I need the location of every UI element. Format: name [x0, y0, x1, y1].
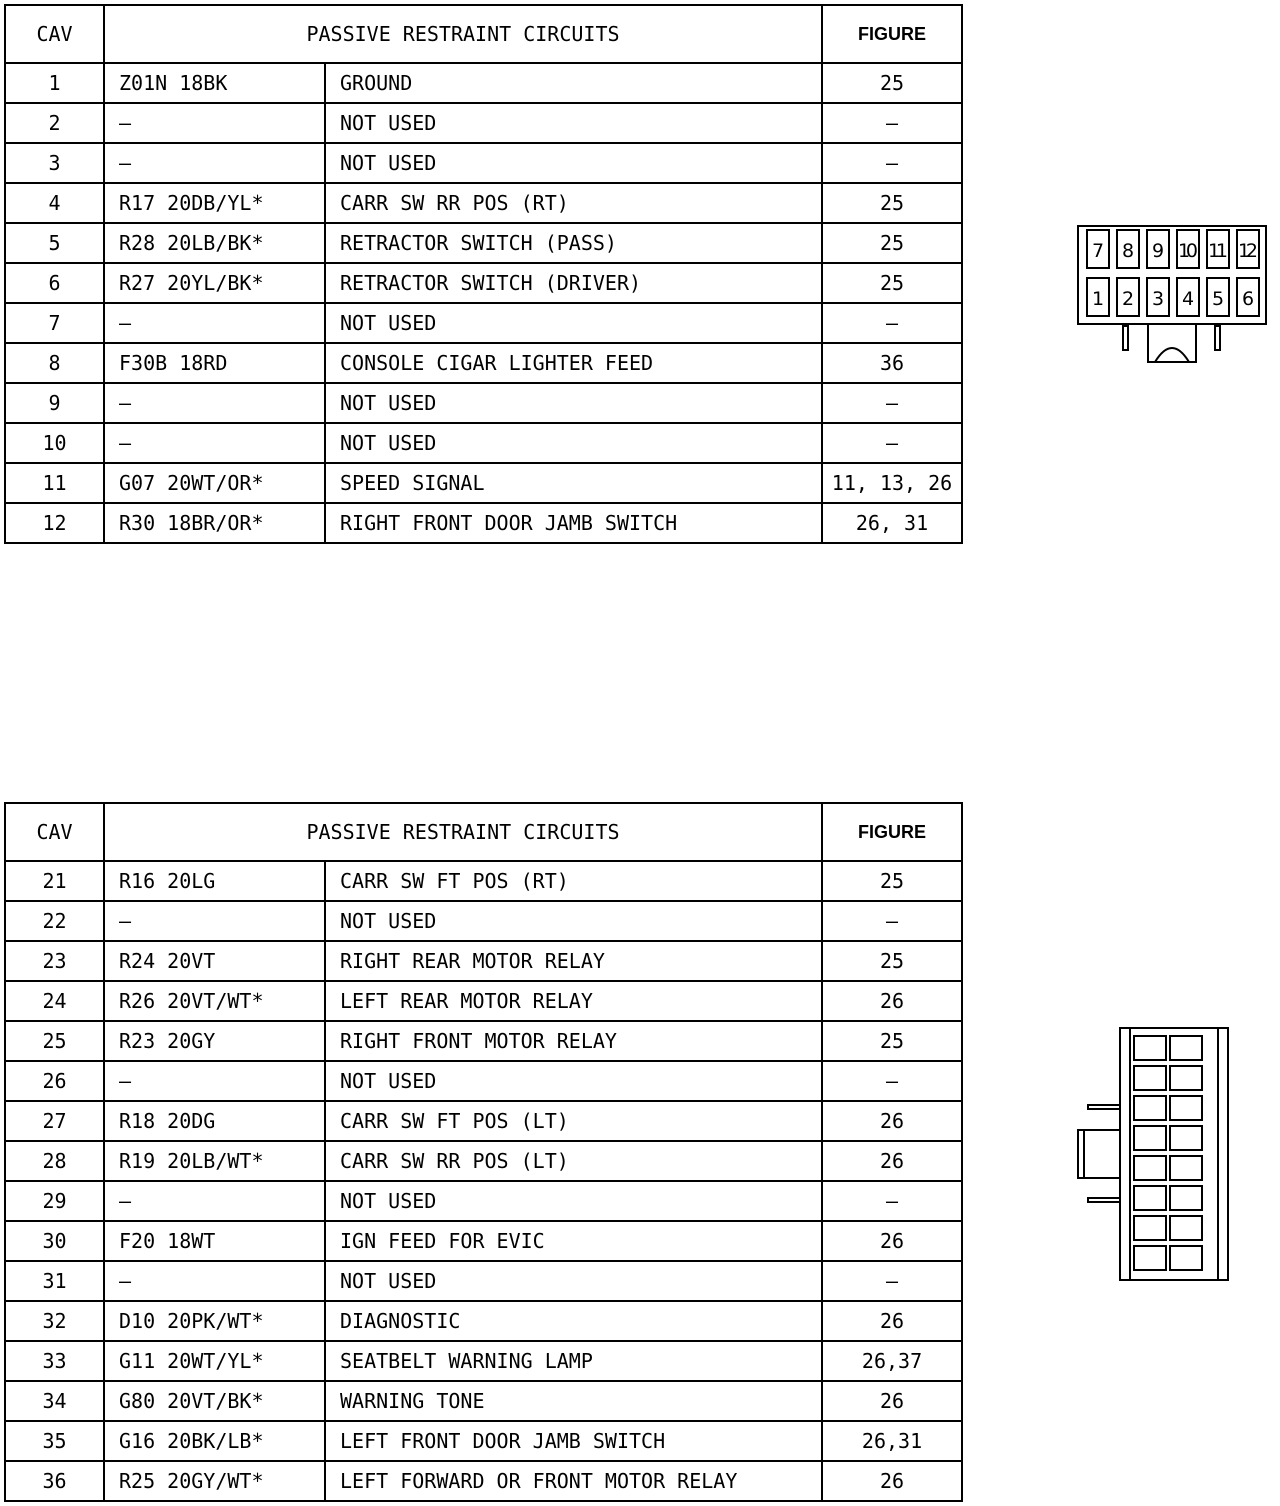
table-row [5, 423, 962, 463]
cavity-number: 30 [5, 1221, 104, 1261]
cavity-label: 8 [1121, 240, 1135, 262]
cavity-number: 2 [5, 103, 104, 143]
figure-reference: – [822, 423, 962, 463]
figure-reference: 26 [822, 1461, 962, 1501]
wire-code: R30 18BR/OR* [104, 503, 325, 543]
table-row [5, 861, 962, 901]
connector-12-cavity-diagram [1072, 222, 1272, 372]
wire-code: G80 20VT/BK* [104, 1381, 325, 1421]
cavity-number: 10 [5, 423, 104, 463]
wire-code: – [104, 423, 325, 463]
wire-code: R23 20GY [104, 1021, 325, 1061]
figure-reference: 26 [822, 1221, 962, 1261]
cavity-box [1170, 1066, 1202, 1090]
wire-code: G11 20WT/YL* [104, 1341, 325, 1381]
circuit-description: NOT USED [325, 1261, 822, 1301]
cavity-box [1170, 1186, 1202, 1210]
wire-code: R17 20DB/YL* [104, 183, 325, 223]
wire-code: – [104, 1261, 325, 1301]
header-cav: CAV [5, 803, 104, 861]
cavity-label: 4 [1181, 288, 1195, 310]
figure-reference: 26 [822, 1101, 962, 1141]
cavity-number: 7 [5, 303, 104, 343]
table-row [5, 303, 962, 343]
table-header [5, 5, 962, 63]
cavity-number: 25 [5, 1021, 104, 1061]
wire-code: G07 20WT/OR* [104, 463, 325, 503]
table-row [5, 103, 962, 143]
figure-reference: – [822, 1061, 962, 1101]
cavity-number: 8 [5, 343, 104, 383]
wire-code: D10 20PK/WT* [104, 1301, 325, 1341]
cavity-box [1134, 1126, 1166, 1150]
wire-code: R26 20VT/WT* [104, 981, 325, 1021]
cavity-number: 5 [5, 223, 104, 263]
cavity-number: 29 [5, 1181, 104, 1221]
cavity-box [1134, 1036, 1166, 1060]
figure-reference: 26, 31 [822, 503, 962, 543]
cavity-number: 11 [5, 463, 104, 503]
cavity-box [1134, 1246, 1166, 1270]
circuit-description: NOT USED [325, 103, 822, 143]
table-row [5, 383, 962, 423]
figure-reference: – [822, 303, 962, 343]
figure-reference: 26,31 [822, 1421, 962, 1461]
cavity-box [1170, 1156, 1202, 1180]
cavity-box [1134, 1186, 1166, 1210]
figure-reference: 25 [822, 861, 962, 901]
figure-reference: 26 [822, 1141, 962, 1181]
table-row [5, 343, 962, 383]
cavity-number: 31 [5, 1261, 104, 1301]
cavity-label: 7 [1091, 240, 1105, 262]
figure-reference: 26,37 [822, 1341, 962, 1381]
wire-code: – [104, 901, 325, 941]
circuit-description: WARNING TONE [325, 1381, 822, 1421]
cavity-number: 28 [5, 1141, 104, 1181]
cavity-number: 21 [5, 861, 104, 901]
cavity-number: 22 [5, 901, 104, 941]
header-figure: FIGURE [822, 803, 962, 861]
figure-reference: 25 [822, 1021, 962, 1061]
circuit-description: CARR SW RR POS (LT) [325, 1141, 822, 1181]
cavity-number: 27 [5, 1101, 104, 1141]
cavity-number: 34 [5, 1381, 104, 1421]
figure-reference: 25 [822, 63, 962, 103]
circuit-description: LEFT FORWARD OR FRONT MOTOR RELAY [325, 1461, 822, 1501]
table-row [5, 463, 962, 503]
circuit-description: SPEED SIGNAL [325, 463, 822, 503]
table-row [5, 1181, 962, 1221]
circuit-description: LEFT REAR MOTOR RELAY [325, 981, 822, 1021]
figure-reference: 26 [822, 1381, 962, 1421]
figure-reference: 36 [822, 343, 962, 383]
wire-code: G16 20BK/LB* [104, 1421, 325, 1461]
cavity-label: 2 [1121, 288, 1135, 310]
cavity-number: 9 [5, 383, 104, 423]
cavity-label: 11 [1208, 240, 1228, 262]
table-row [5, 1421, 962, 1461]
circuit-description: RETRACTOR SWITCH (PASS) [325, 223, 822, 263]
cavity-box [1170, 1216, 1202, 1240]
header-circuits: PASSIVE RESTRAINT CIRCUITS [104, 5, 822, 63]
circuit-description: NOT USED [325, 303, 822, 343]
wire-code: R25 20GY/WT* [104, 1461, 325, 1501]
circuit-description: SEATBELT WARNING LAMP [325, 1341, 822, 1381]
cavity-label: 12 [1238, 240, 1258, 262]
connector-16-cavity-diagram [1072, 1022, 1242, 1292]
cavity-number: 6 [5, 263, 104, 303]
circuit-description: CARR SW FT POS (LT) [325, 1101, 822, 1141]
cavity-number: 35 [5, 1421, 104, 1461]
circuit-table-2 [4, 802, 963, 1502]
cavity-label: 1 [1091, 288, 1105, 310]
circuit-description: RETRACTOR SWITCH (DRIVER) [325, 263, 822, 303]
cavity-box [1134, 1096, 1166, 1120]
table-row [5, 1301, 962, 1341]
wire-code: – [104, 303, 325, 343]
cavity-label: 3 [1151, 288, 1165, 310]
wire-code: – [104, 1181, 325, 1221]
wire-code: R28 20LB/BK* [104, 223, 325, 263]
circuit-description: LEFT FRONT DOOR JAMB SWITCH [325, 1421, 822, 1461]
table-row [5, 1021, 962, 1061]
table-row [5, 981, 962, 1021]
cavity-box [1170, 1036, 1202, 1060]
figure-reference: – [822, 901, 962, 941]
circuit-description: NOT USED [325, 901, 822, 941]
cavity-label: 9 [1151, 240, 1165, 262]
circuit-description: CARR SW FT POS (RT) [325, 861, 822, 901]
wire-code: R16 20LG [104, 861, 325, 901]
table-row [5, 1061, 962, 1101]
cavity-number: 3 [5, 143, 104, 183]
cavity-box [1134, 1156, 1166, 1180]
table-row [5, 263, 962, 303]
circuit-table-1 [4, 4, 963, 544]
figure-reference: 25 [822, 941, 962, 981]
table-row [5, 941, 962, 981]
cavity-number: 32 [5, 1301, 104, 1341]
cavity-box [1134, 1216, 1166, 1240]
cavity-box [1170, 1096, 1202, 1120]
figure-reference: – [822, 143, 962, 183]
circuit-description: RIGHT REAR MOTOR RELAY [325, 941, 822, 981]
cavity-number: 12 [5, 503, 104, 543]
circuit-description: CARR SW RR POS (RT) [325, 183, 822, 223]
cavity-box [1134, 1066, 1166, 1090]
table-header [5, 803, 962, 861]
table-row [5, 183, 962, 223]
figure-reference: – [822, 1181, 962, 1221]
wire-code: R19 20LB/WT* [104, 1141, 325, 1181]
header-figure: FIGURE [822, 5, 962, 63]
circuit-description: NOT USED [325, 143, 822, 183]
cavity-number: 4 [5, 183, 104, 223]
cavity-number: 26 [5, 1061, 104, 1101]
wire-code: F30B 18RD [104, 343, 325, 383]
table-row [5, 1101, 962, 1141]
wire-code: – [104, 103, 325, 143]
circuit-description: CONSOLE CIGAR LIGHTER FEED [325, 343, 822, 383]
figure-reference: 26 [822, 1301, 962, 1341]
circuit-description: GROUND [325, 63, 822, 103]
table-row [5, 1461, 962, 1501]
table-row [5, 503, 962, 543]
circuit-description: NOT USED [325, 423, 822, 463]
cavity-label: 6 [1241, 288, 1255, 310]
cavity-label: 10 [1178, 240, 1198, 262]
table-row [5, 1261, 962, 1301]
figure-reference: 25 [822, 223, 962, 263]
circuit-description: NOT USED [325, 1181, 822, 1221]
table-row [5, 63, 962, 103]
wire-code: Z01N 18BK [104, 63, 325, 103]
cavity-box [1170, 1126, 1202, 1150]
table-row [5, 1341, 962, 1381]
circuit-description: DIAGNOSTIC [325, 1301, 822, 1341]
figure-reference: 26 [822, 981, 962, 1021]
circuit-description: NOT USED [325, 383, 822, 423]
circuit-description: NOT USED [325, 1061, 822, 1101]
cavity-number: 24 [5, 981, 104, 1021]
cavity-number: 23 [5, 941, 104, 981]
table-row [5, 143, 962, 183]
figure-reference: 11, 13, 26 [822, 463, 962, 503]
cavity-label: 5 [1211, 288, 1225, 310]
cavity-number: 36 [5, 1461, 104, 1501]
circuit-description: IGN FEED FOR EVIC [325, 1221, 822, 1261]
table-row [5, 901, 962, 941]
figure-reference: 25 [822, 263, 962, 303]
circuit-description: RIGHT FRONT MOTOR RELAY [325, 1021, 822, 1061]
figure-reference: – [822, 1261, 962, 1301]
header-circuits: PASSIVE RESTRAINT CIRCUITS [104, 803, 822, 861]
figure-reference: – [822, 103, 962, 143]
figure-reference: – [822, 383, 962, 423]
figure-reference: 25 [822, 183, 962, 223]
wire-code: – [104, 383, 325, 423]
cavity-box [1170, 1246, 1202, 1270]
table-row [5, 1221, 962, 1261]
table-row [5, 1141, 962, 1181]
wire-code: – [104, 1061, 325, 1101]
table-row [5, 223, 962, 263]
circuit-description: RIGHT FRONT DOOR JAMB SWITCH [325, 503, 822, 543]
cavity-number: 1 [5, 63, 104, 103]
cavity-number: 33 [5, 1341, 104, 1381]
wire-code: F20 18WT [104, 1221, 325, 1261]
wire-code: R24 20VT [104, 941, 325, 981]
header-cav: CAV [5, 5, 104, 63]
wire-code: R18 20DG [104, 1101, 325, 1141]
wire-code: R27 20YL/BK* [104, 263, 325, 303]
table-row [5, 1381, 962, 1421]
wire-code: – [104, 143, 325, 183]
